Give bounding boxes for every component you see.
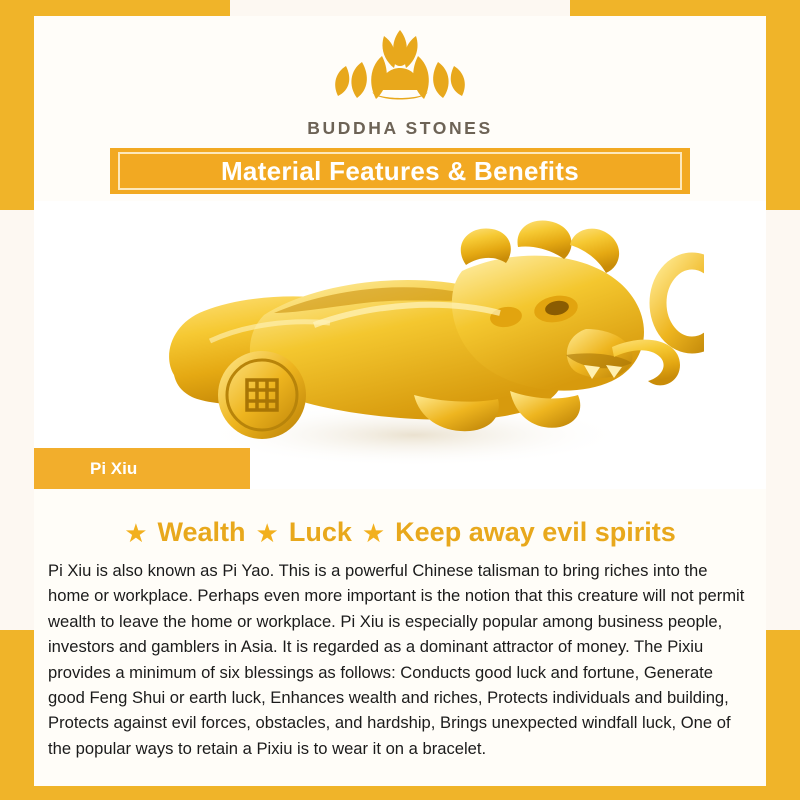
brand-logo xyxy=(0,22,800,139)
frame-bottom-edge xyxy=(0,786,800,800)
product-image-area xyxy=(34,201,766,489)
star-icon: ★ xyxy=(361,517,386,548)
product-caption: Pi Xiu xyxy=(90,458,138,478)
benefit-item-wealth: Wealth xyxy=(157,517,246,547)
description-panel xyxy=(34,489,766,786)
star-icon: ★ xyxy=(255,517,279,548)
benefit-item-evil-spirits: Keep away evil spirits xyxy=(395,517,676,547)
frame-top-left-horizontal xyxy=(0,0,230,16)
gold-pixiu-pendant-image xyxy=(114,205,704,485)
frame-bottom-right-vertical xyxy=(766,630,800,800)
frame-top-right-horizontal xyxy=(570,0,800,16)
frame-bottom-left-vertical xyxy=(0,630,34,800)
headline-banner xyxy=(110,148,690,194)
lotus-meditation-icon xyxy=(310,22,490,114)
star-icon: ★ xyxy=(124,517,148,548)
benefit-item-luck: Luck xyxy=(288,517,352,547)
product-caption-tab xyxy=(34,448,250,489)
benefits-row xyxy=(36,517,764,548)
brand-name: BUDDHA STONES xyxy=(307,118,493,138)
description-body: Pi Xiu is also known as Pi Yao. This is a powerful Chinese talisman to bring riches into the home or workplace. Perhaps even more important is the notion that this creature will not permit wealth to leave the home or workplace. Pi Xiu is especially popular among business people, investors and gamblers in Asia. It is regarded as a dominant attractor of money. The Pixiu provides a minimum of six blessings as follows: Conducts good luck and fortune, Generate good Feng Shui or earth luck, Enhances wealth and riches, Protects individuals and building, Protects against evil forces, obstacles, and hardship, Brings unexpected windfall luck, One of the popular ways to retain a Pixiu is to wear it on a bracelet. xyxy=(48,561,745,758)
page-title: Material Features & Benefits xyxy=(220,155,580,186)
